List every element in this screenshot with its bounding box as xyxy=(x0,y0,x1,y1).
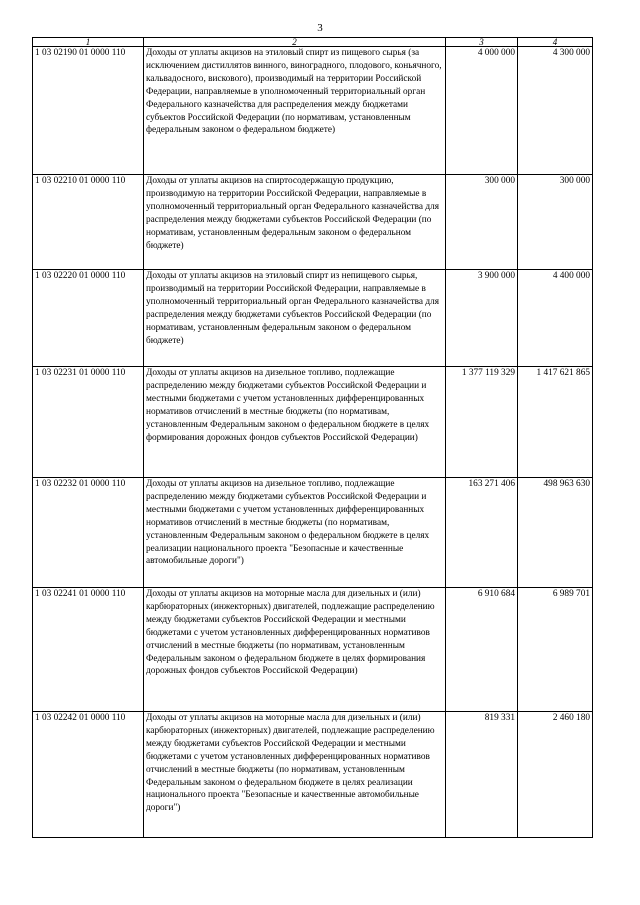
budget-code: 1 03 02242 01 0000 110 xyxy=(33,712,144,838)
table-row xyxy=(33,270,593,367)
table-row xyxy=(33,175,593,270)
revenue-table xyxy=(32,37,593,838)
budget-code: 1 03 02210 01 0000 110 xyxy=(33,175,144,270)
column-header-2: 2 xyxy=(144,38,446,47)
column-header-1: 1 xyxy=(33,38,144,47)
amount-col4: 4 400 000 xyxy=(518,270,593,367)
budget-code: 1 03 02232 01 0000 110 xyxy=(33,478,144,588)
column-header-3: 3 xyxy=(446,38,518,47)
amount-col4: 4 300 000 xyxy=(518,47,593,175)
budget-code: 1 03 02190 01 0000 110 xyxy=(33,47,144,175)
revenue-description: Доходы от уплаты акцизов на дизельное топливо, подлежащие распределению между бюджетами субъектов Российской Федерации и местными бюджетами с учетом установленных дифференцированных нормативов отчислений в местные бюджеты (по нормативам, установленным Федеральным законом о федеральном бюджете в целях формирования дорожных фондов субъектов Российской Федерации) xyxy=(144,367,446,478)
revenue-description: Доходы от уплаты акцизов на спиртосодержащую продукцию, производимую на территории Российской Федерации, направляемые в уполномоченный территориальный орган Федерального казначейства для распределения между бюджетами субъектов Российской Федерации (по нормативам, установленным федеральным законом о федеральном бюджете) xyxy=(144,175,446,270)
budget-code: 1 03 02241 01 0000 110 xyxy=(33,588,144,712)
amount-col3: 4 000 000 xyxy=(446,47,518,175)
revenue-description: Доходы от уплаты акцизов на дизельное топливо, подлежащие распределению между бюджетами субъектов Российской Федерации и местными бюджетами с учетом установленных дифференцированных нормативов отчислений в местные бюджеты (по нормативам, установленным Федеральным законом о федеральном бюджете в целях реализации национального проекта "Безопасные и качественные автомобильные дороги") xyxy=(144,478,446,588)
amount-col4: 300 000 xyxy=(518,175,593,270)
revenue-description: Доходы от уплаты акцизов на этиловый спирт из непищевого сырья, производимый на территории Российской Федерации, направляемые в уполномоченный территориальный орган Федерального казначейства для распределения между бюджетами субъектов Российской Федерации (по нормативам, установленным федеральным законом о федеральном бюджете) xyxy=(144,270,446,367)
amount-col4: 1 417 621 865 xyxy=(518,367,593,478)
page-number: 3 xyxy=(317,22,323,34)
budget-code: 1 03 02220 01 0000 110 xyxy=(33,270,144,367)
amount-col3: 300 000 xyxy=(446,175,518,270)
amount-col4: 498 963 630 xyxy=(518,478,593,588)
amount-col3: 819 331 xyxy=(446,712,518,838)
revenue-description: Доходы от уплаты акцизов на этиловый спирт из пищевого сырья (за исключением дистиллятов винного, виноградного, плодового, коньячного, кальвадосного, вискового), производимый на территории Российской Федерации, направляемые в уполномоченный территориальный орган Федерального казначейства для распределения между бюджетами субъектов Российской Федерации (по нормативам, установленным федеральным законом о федеральном бюджете) xyxy=(144,47,446,175)
amount-col3: 163 271 406 xyxy=(446,478,518,588)
table-row xyxy=(33,367,593,478)
table-row xyxy=(33,47,593,175)
revenue-description: Доходы от уплаты акцизов на моторные масла для дизельных и (или) карбюраторных (инжекторных) двигателей, подлежащие распределению между бюджетами субъектов Российской Федерации и местными бюджетами с учетом установленных дифференцированных нормативов отчислений в местные бюджеты (по нормативам, установленным Федеральным законом о федеральном бюджете в целях реализации национального проекта "Безопасные и качественные автомобильные дороги") xyxy=(144,712,446,838)
table-header-row xyxy=(33,38,593,47)
budget-code: 1 03 02231 01 0000 110 xyxy=(33,367,144,478)
revenue-description: Доходы от уплаты акцизов на моторные масла для дизельных и (или) карбюраторных (инжекторных) двигателей, подлежащие распределению между бюджетами субъектов Российской Федерации и местными бюджетами с учетом установленных дифференцированных нормативов отчислений в местные бюджеты (по нормативам, установленным Федеральным законом о федеральном бюджете в целях формирования дорожных фондов субъектов Российской Федерации) xyxy=(144,588,446,712)
column-header-4: 4 xyxy=(518,38,593,47)
amount-col3: 1 377 119 329 xyxy=(446,367,518,478)
table-row xyxy=(33,712,593,838)
amount-col4: 2 460 180 xyxy=(518,712,593,838)
table-row xyxy=(33,588,593,712)
table-row xyxy=(33,478,593,588)
amount-col4: 6 989 701 xyxy=(518,588,593,712)
amount-col3: 3 900 000 xyxy=(446,270,518,367)
amount-col3: 6 910 684 xyxy=(446,588,518,712)
